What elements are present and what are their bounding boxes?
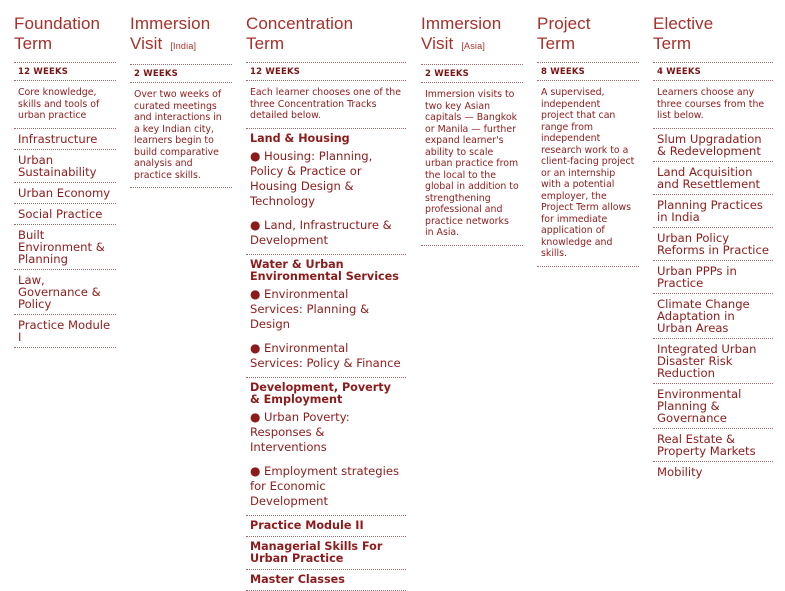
track-bullet bbox=[250, 410, 402, 455]
concentration-track-water-environment bbox=[246, 255, 406, 378]
foundation-item: Infrastructure bbox=[14, 129, 116, 150]
concentration-title-line2: Term bbox=[246, 34, 285, 53]
track-bullet bbox=[250, 287, 402, 332]
immersion-india-weeks: 2 WEEKS bbox=[130, 64, 232, 83]
concentration-extra: Practice Module II bbox=[246, 516, 406, 537]
project-title-line1: Project bbox=[537, 14, 591, 33]
track-bullet-text: Environmental Services: Policy & Finance bbox=[250, 340, 401, 370]
column-concentration-term bbox=[246, 14, 406, 591]
track-bullet-text: Housing: Planning, Policy & Practice or Housing Design & Technology bbox=[250, 148, 373, 208]
column-elective-term bbox=[653, 14, 773, 482]
project-description: A supervised, independent project that can range from independent research work to a client-facing project or an internship with a potential employer, the Project Term allows for immediate application of knowledge and skills. bbox=[537, 81, 639, 267]
project-weeks: 8 WEEKS bbox=[537, 62, 639, 81]
concentration-description: Each learner chooses one of the three Concentration Tracks detailed below. bbox=[246, 81, 406, 129]
track-bullet-text: Land, Infrastructure & Development bbox=[250, 217, 392, 247]
elective-weeks: 4 WEEKS bbox=[653, 62, 773, 81]
elective-item: Environmental Planning & Governance bbox=[653, 384, 773, 429]
elective-item: Integrated Urban Disaster Risk Reduction bbox=[653, 339, 773, 384]
concentration-title-line1: Concentration bbox=[246, 14, 354, 33]
bullet-dot-icon: ● bbox=[250, 217, 261, 232]
concentration-extra: Master Classes bbox=[246, 570, 406, 591]
immersion-asia-weeks: 2 WEEKS bbox=[421, 64, 523, 83]
immersion-asia-title-line2: Visit bbox=[421, 34, 454, 53]
immersion-asia-title bbox=[421, 14, 523, 56]
concentration-track-development-poverty bbox=[246, 378, 406, 516]
elective-item: Real Estate & Property Markets bbox=[653, 429, 773, 462]
foundation-title-line2: Term bbox=[14, 34, 53, 53]
elective-item: Urban Policy Reforms in Practice bbox=[653, 228, 773, 261]
immersion-asia-description: Immersion visits to two key Asian capitals — Bangkok or Manila — further expand learner's ability to scale urban practice from the local to the global in addition to strengthening professional and practice networks in Asia. bbox=[421, 83, 523, 246]
bullet-dot-icon: ● bbox=[250, 409, 261, 424]
column-immersion-visit-india bbox=[130, 14, 232, 188]
immersion-asia-title-line1: Immersion bbox=[421, 14, 502, 33]
immersion-india-title-line1: Immersion bbox=[130, 14, 211, 33]
foundation-item: Social Practice bbox=[14, 204, 116, 225]
foundation-weeks: 12 WEEKS bbox=[14, 62, 116, 81]
immersion-asia-tag: [Asia] bbox=[461, 41, 486, 51]
track-bullet-text: Environmental Services: Planning & Design bbox=[250, 286, 370, 331]
track-bullet-text: Urban Poverty: Responses & Interventions bbox=[250, 409, 350, 454]
foundation-term-title bbox=[14, 14, 116, 54]
elective-title-line2: Term bbox=[653, 34, 692, 53]
concentration-track-land-housing bbox=[246, 129, 406, 255]
elective-item: Climate Change Adaptation in Urban Areas bbox=[653, 294, 773, 339]
track-bullet bbox=[250, 464, 402, 509]
immersion-india-title bbox=[130, 14, 232, 56]
track-bullet bbox=[250, 149, 402, 209]
track-bullet-text: Employment strategies for Economic Development bbox=[250, 463, 400, 508]
elective-item: Planning Practices in India bbox=[653, 195, 773, 228]
elective-item: Mobility bbox=[657, 464, 703, 479]
bullet-dot-icon: ● bbox=[250, 148, 261, 163]
elective-term-title bbox=[653, 14, 773, 54]
foundation-item: Built Environment & Planning bbox=[14, 225, 116, 270]
foundation-title-line1: Foundation bbox=[14, 14, 101, 33]
immersion-india-description: Over two weeks of curated meetings and interactions in a key Indian city, learners begin to build comparative analysis and practice skills. bbox=[130, 83, 232, 188]
concentration-weeks: 12 WEEKS bbox=[246, 62, 406, 81]
column-immersion-visit-asia bbox=[421, 14, 523, 246]
elective-item: Land Acquisition and Resettlement bbox=[653, 162, 773, 195]
project-term-title bbox=[537, 14, 639, 54]
track-title: Development, Poverty & Employment bbox=[250, 380, 391, 406]
bullet-dot-icon: ● bbox=[250, 286, 261, 301]
project-title-line2: Term bbox=[537, 34, 576, 53]
concentration-extra: Managerial Skills For Urban Practice bbox=[246, 537, 406, 570]
foundation-item: Practice Module I bbox=[14, 315, 116, 348]
track-title: Land & Housing bbox=[250, 131, 350, 145]
elective-item: Slum Upgradation & Redevelopment bbox=[653, 129, 773, 162]
elective-description: Learners choose any three courses from the list below. bbox=[653, 81, 773, 129]
track-bullet bbox=[250, 341, 402, 371]
elective-title-line1: Elective bbox=[653, 14, 714, 33]
track-title: Water & Urban Environmental Services bbox=[250, 257, 399, 283]
elective-item: Urban PPPs in Practice bbox=[653, 261, 773, 294]
immersion-india-tag: [India] bbox=[170, 41, 197, 51]
track-bullet bbox=[250, 218, 402, 248]
column-foundation-term bbox=[14, 14, 116, 348]
concentration-term-title bbox=[246, 14, 406, 54]
foundation-item: Urban Sustainability bbox=[14, 150, 116, 183]
foundation-item: Law, Governance & Policy bbox=[14, 270, 116, 315]
immersion-india-title-line2: Visit bbox=[130, 34, 163, 53]
foundation-item: Urban Economy bbox=[14, 183, 116, 204]
bullet-dot-icon: ● bbox=[250, 340, 261, 355]
column-project-term bbox=[537, 14, 639, 267]
bullet-dot-icon: ● bbox=[250, 463, 261, 478]
foundation-description: Core knowledge, skills and tools of urban practice bbox=[14, 81, 116, 129]
